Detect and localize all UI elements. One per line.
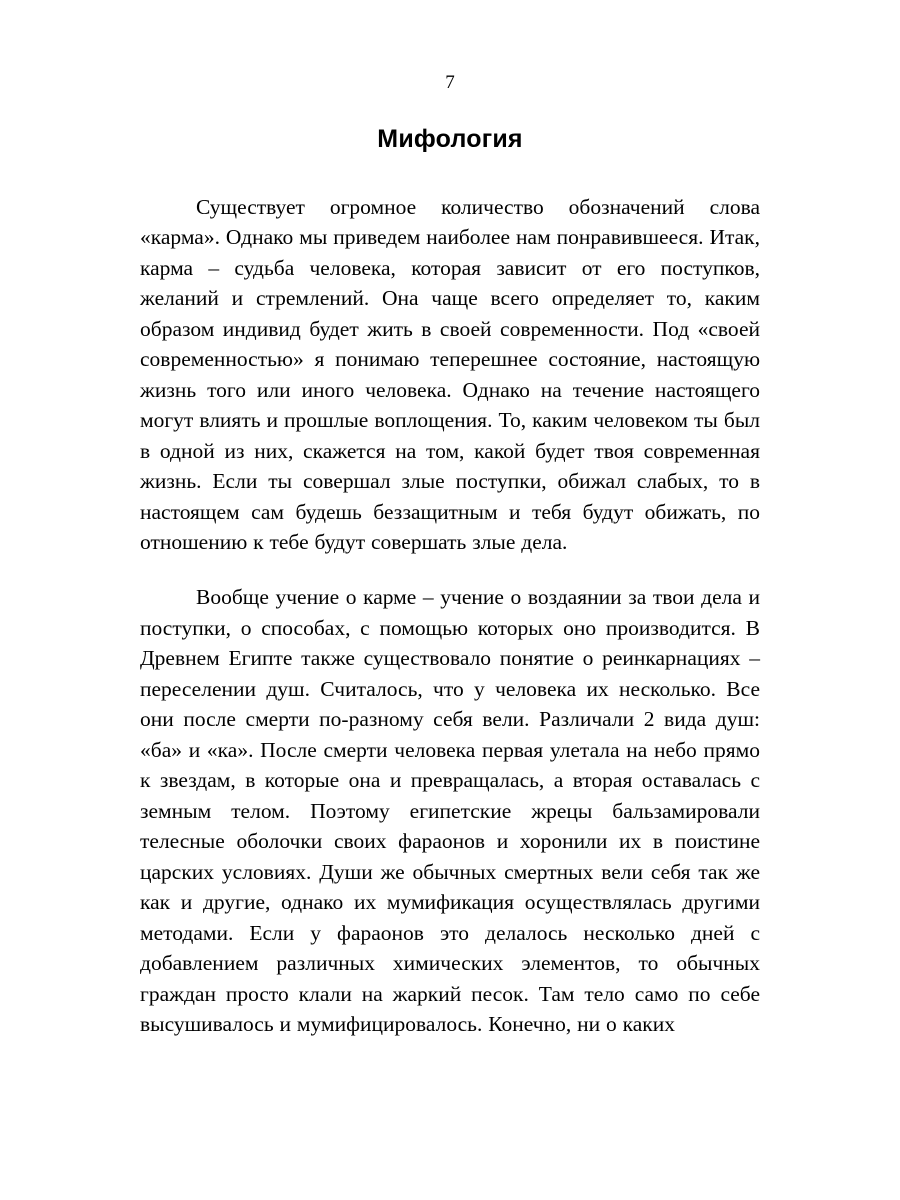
page-number: 7: [445, 72, 455, 93]
body-text: [140, 192, 760, 1040]
chapter-title: Мифология: [377, 124, 523, 153]
paragraph: Существует огромное количество обозначений слова «карма». Однако мы приведем наиболее нам понравившееся. Итак, карма – судьба человека, которая зависит от его поступков, желаний и стремлений. Она чаще всего определяет то, каким образом индивид будет жить в своей современности. Под «своей современностью» я понимаю теперешнее состояние, настоящую жизнь того или иного человека. Однако на течение настоящего могут влиять и прошлые воплощения. То, каким человеком ты был в одной из них, скажется на том, какой будет твоя современная жизнь. Если ты совершал злые поступки, обижал слабых, то в настоящем сам будешь беззащитным и тебя будут обижать, по отношению к тебе будут совершать злые дела.: [140, 194, 760, 555]
paragraph: Вообще учение о карме – учение о воздаянии за твои дела и поступки, о способах, с помощью которых оно производится. В Древнем Египте также существовало понятие о реинкарнациях – переселении душ. Считалось, что у человека их несколько. Все они после смерти по-разному себя вели. Различали 2 вида душ: «ба» и «ка». После смерти человека первая улетала на небо прямо к звездам, в которые она и превращалась, а вторая оставалась с земным телом. Поэтому египетские жрецы бальзамировали телесные оболочки своих фараонов и хоронили их в поистине царских условиях. Души же обычных смертных вели себя так же как и другие, однако их мумификация осуществлялась другими методами. Если у фараонов это делалось несколько дней с добавлением различных химических элементов, то обычных граждан просто клали на жаркий песок. Там тело само по себе высушивалось и мумифицировалось. Конечно, ни о каких: [140, 584, 760, 1037]
